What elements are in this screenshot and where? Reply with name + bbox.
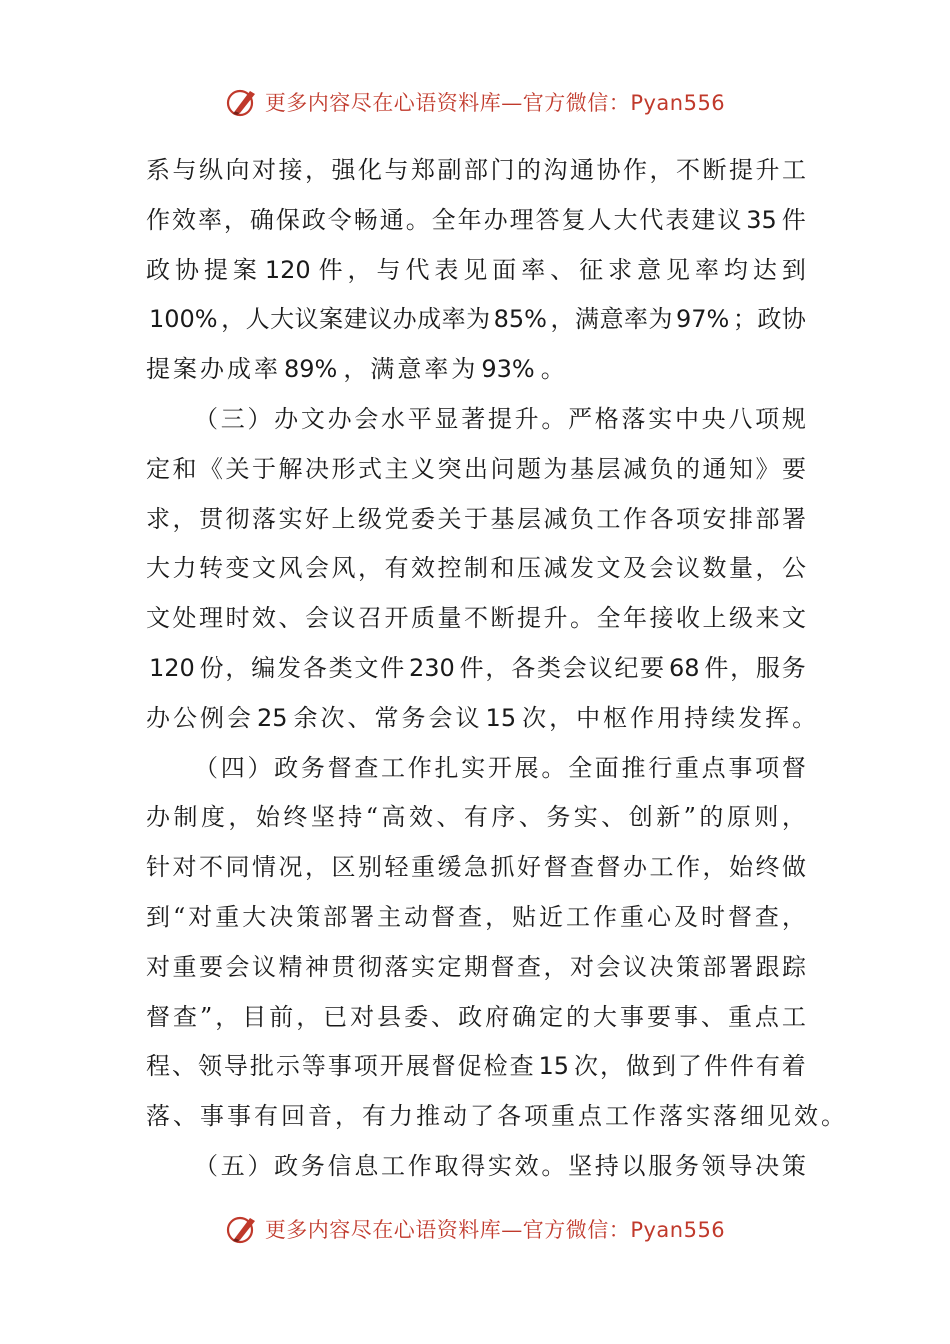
text-line: 作 效 率 ， 确 保 政 令 畅 通 。 全 年 办 理 答 复 人 大 代 表 建 议 35 件 [146, 205, 806, 234]
text-line: 政 协 提 案 120 件 ， 与 代 表 见 面 率 、 征 求 意 见 率 均 达 到 [146, 255, 806, 284]
text-line: 办 公 例 会 25 余 次 、 常 务 会 议 15 次 ， 中 枢 作 用 持 续 发 挥 。 [146, 703, 817, 732]
text-line: 到 “ 对 重 大 决 策 部 署 主 动 督 查 ， 贴 近 工 作 重 心 及 时 督 查 ， [146, 902, 806, 931]
watermark-text: 更多内容尽在心语资料库—官方微信：Pyan556 [264, 91, 726, 115]
text-line: （ 三 ） 办 文 办 会 水 平 显 著 提 升 。 严 格 落 实 中 央 八 项 规 [194, 404, 806, 433]
watermark-text: 更多内容尽在心语资料库—官方微信：Pyan556 [264, 1218, 726, 1242]
text-line: 大 力 转 变 文 风 会 风 ， 有 效 控 制 和 压 减 发 文 及 会 议 数 量 ， 公 [146, 554, 806, 583]
text-line: 100% ， 人 大 议 案 建 议 办 成 率 为 85% ， 满 意 率 为 97% ； 政 协 [149, 305, 806, 334]
document-body [146, 146, 845, 1192]
text-line: 文 处 理 时 效 、 会 议 召 开 质 量 不 断 提 升 。 全 年 接 收 上 级 来 文 [146, 604, 806, 633]
watermark-header [0, 82, 950, 122]
watermark-footer [0, 1209, 950, 1249]
text-line: 提 案 办 成 率 89% ， 满 意 率 为 93% 。 [146, 355, 565, 384]
pen-nib-circle-icon [225, 85, 259, 119]
text-line: 落 、 事 事 有 回 音 ， 有 力 推 动 了 各 项 重 点 工 作 落 实 落 细 见 效 。 [146, 1102, 845, 1131]
watermark-contact: Pyan556 [630, 1218, 726, 1242]
text-line: （ 五 ） 政 务 信 息 工 作 取 得 实 效 。 坚 持 以 服 务 领 导 决 策 [194, 1151, 806, 1180]
text-line: 对 重 要 会 议 精 神 贯 彻 落 实 定 期 督 查 ， 对 会 议 决 策 部 署 跟 踪 [146, 952, 806, 981]
text-line: 督 查 ” ， 目 前 ， 已 对 县 委 、 政 府 确 定 的 大 事 要 事 、 重 点 工 [146, 1002, 806, 1031]
text-line: 定 和 《 关 于 解 决 形 式 主 义 突 出 问 题 为 基 层 减 负 的 通 知 》 要 [146, 454, 806, 483]
text-line: 120 份 ， 编 发 各 类 文 件 230 件 ， 各 类 会 议 纪 要 68 件 ， 服 务 [149, 653, 806, 682]
text-line: 求 ， 贯 彻 落 实 好 上 级 党 委 关 于 基 层 减 负 工 作 各 项 安 排 部 署 [146, 504, 806, 533]
pen-nib-circle-icon [225, 1212, 259, 1246]
text-line: 程 、 领 导 批 示 等 事 项 开 展 督 促 检 查 15 次 ， 做 到 了 件 件 有 着 [146, 1052, 806, 1081]
watermark-contact: Pyan556 [630, 91, 726, 115]
text-line: 针 对 不 同 情 况 ， 区 别 轻 重 缓 急 抓 好 督 查 督 办 工 作 ， 始 终 做 [146, 853, 806, 882]
text-line: （ 四 ） 政 务 督 查 工 作 扎 实 开 展 。 全 面 推 行 重 点 事 项 督 [194, 753, 806, 782]
text-line: 系 与 纵 向 对 接 ， 强 化 与 郑 副 部 门 的 沟 通 协 作 ， 不 断 提 升 工 [146, 156, 806, 184]
text-line: 办 制 度 ， 始 终 坚 持 “ 高 效 、 有 序 、 务 实 、 创 新 ” 的 原 则 ， [146, 803, 806, 832]
